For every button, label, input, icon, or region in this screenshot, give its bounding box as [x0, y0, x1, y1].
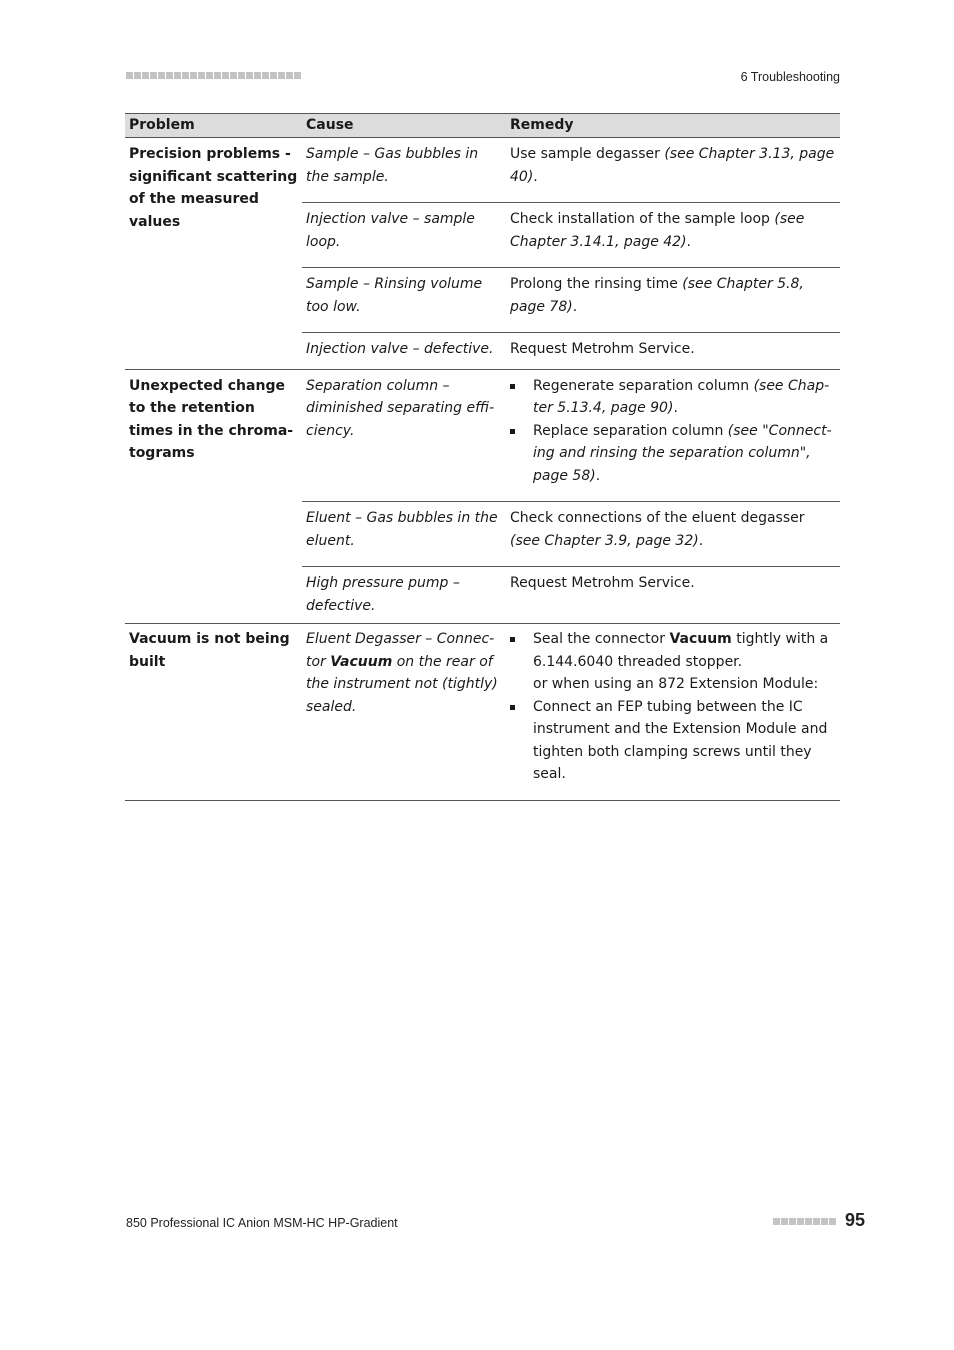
cause-cell: Separation column – diminished separating efficiency.	[302, 369, 506, 502]
remedy-list	[510, 375, 836, 488]
remedy-text: Check connections of the eluent degasser	[510, 510, 805, 526]
remedy-text: tightly with a 6.144.6040 threaded stopper.	[533, 631, 829, 670]
remedy-list	[510, 696, 836, 786]
problem-cell	[125, 369, 302, 624]
table-row	[125, 624, 840, 801]
remedy-reference: (see Chapter 3.9, page 32)	[510, 532, 699, 549]
cause-cell: Injection valve – sample loop.	[302, 203, 506, 268]
column-header-problem: Problem	[125, 114, 302, 138]
problem-cell	[125, 138, 302, 370]
cause-text: Eluent Degasser – Connector	[306, 631, 495, 670]
remedy-reference: (see Chapter 5.13.4, page 90)	[533, 377, 830, 416]
cause-cell	[302, 624, 506, 801]
problem-text: Unexpected change to the retention times in the chromatograms	[129, 377, 294, 461]
column-header-remedy: Remedy	[506, 114, 840, 138]
remedy-cell	[506, 203, 840, 268]
remedy-reference: (see "Connecting and rinsing the separation column", page 58)	[533, 422, 832, 484]
list-item	[510, 375, 836, 420]
remedy-end: .	[698, 532, 704, 549]
header-decoration	[126, 72, 301, 79]
remedy-text: Use sample degasser	[510, 146, 665, 162]
remedy-cell: Request Metrohm Service.	[506, 567, 840, 624]
remedy-end: .	[673, 400, 678, 416]
remedy-text: Regenerate separation column	[533, 377, 754, 394]
table-row	[125, 369, 840, 502]
problem-text: Precision problems - significant scattering of the measured values	[129, 146, 298, 230]
cause-cell: Sample – Rinsing volume too low.	[302, 268, 506, 333]
remedy-text: Replace separation column	[533, 422, 728, 439]
list-item: Connect an FEP tubing between the IC instrument and the Extension Module and tighten both clamping screws until they seal.	[510, 696, 836, 786]
cause-cell: High pressure pump – defective.	[302, 567, 506, 624]
connector-name: Vacuum	[330, 653, 393, 670]
cause-cell: Injection valve – defective.	[302, 333, 506, 370]
section-title: 6 Troubleshooting	[740, 70, 840, 84]
footer-decoration	[773, 1218, 836, 1225]
remedy-text: Prolong the rinsing time	[510, 276, 683, 292]
remedy-reference: (see Chapter 3.14.1, page 42)	[510, 211, 805, 250]
remedy-cell	[506, 369, 840, 502]
document-title: 850 Professional IC Anion MSM-HC HP-Gradient	[126, 1216, 398, 1230]
remedy-text: Check installation of the sample loop	[510, 211, 775, 227]
remedy-end: .	[595, 467, 601, 484]
cause-text: on the rear of the instrument not (tightly) sealed.	[306, 653, 498, 715]
remedy-continuation: or when using an 872 Extension Module:	[533, 676, 819, 692]
column-header-cause: Cause	[302, 114, 506, 138]
remedy-text: Seal the connector	[533, 631, 670, 647]
table-row	[125, 138, 840, 203]
remedy-cell	[506, 268, 840, 333]
list-item	[510, 628, 836, 673]
remedy-cell: Request Metrohm Service.	[506, 333, 840, 370]
remedy-end: .	[686, 233, 691, 250]
remedy-list	[510, 628, 836, 673]
remedy-cell	[506, 624, 840, 801]
cause-cell: Eluent – Gas bubbles in the eluent.	[302, 502, 506, 567]
cause-cell: Sample – Gas bubbles in the sample.	[302, 138, 506, 203]
remedy-end: .	[533, 168, 538, 185]
connector-name: Vacuum	[669, 631, 732, 647]
remedy-reference: (see Chapter 5.8, page 78)	[510, 276, 804, 315]
page-number: 95	[845, 1210, 866, 1230]
remedy-cell	[506, 502, 840, 567]
troubleshooting-table	[125, 113, 840, 801]
remedy-reference: (see Chapter 3.13, page 40)	[510, 146, 835, 185]
list-item	[510, 420, 836, 488]
remedy-cell	[506, 138, 840, 203]
problem-cell: Vacuum is not being built	[125, 624, 302, 801]
remedy-end: .	[572, 298, 578, 315]
